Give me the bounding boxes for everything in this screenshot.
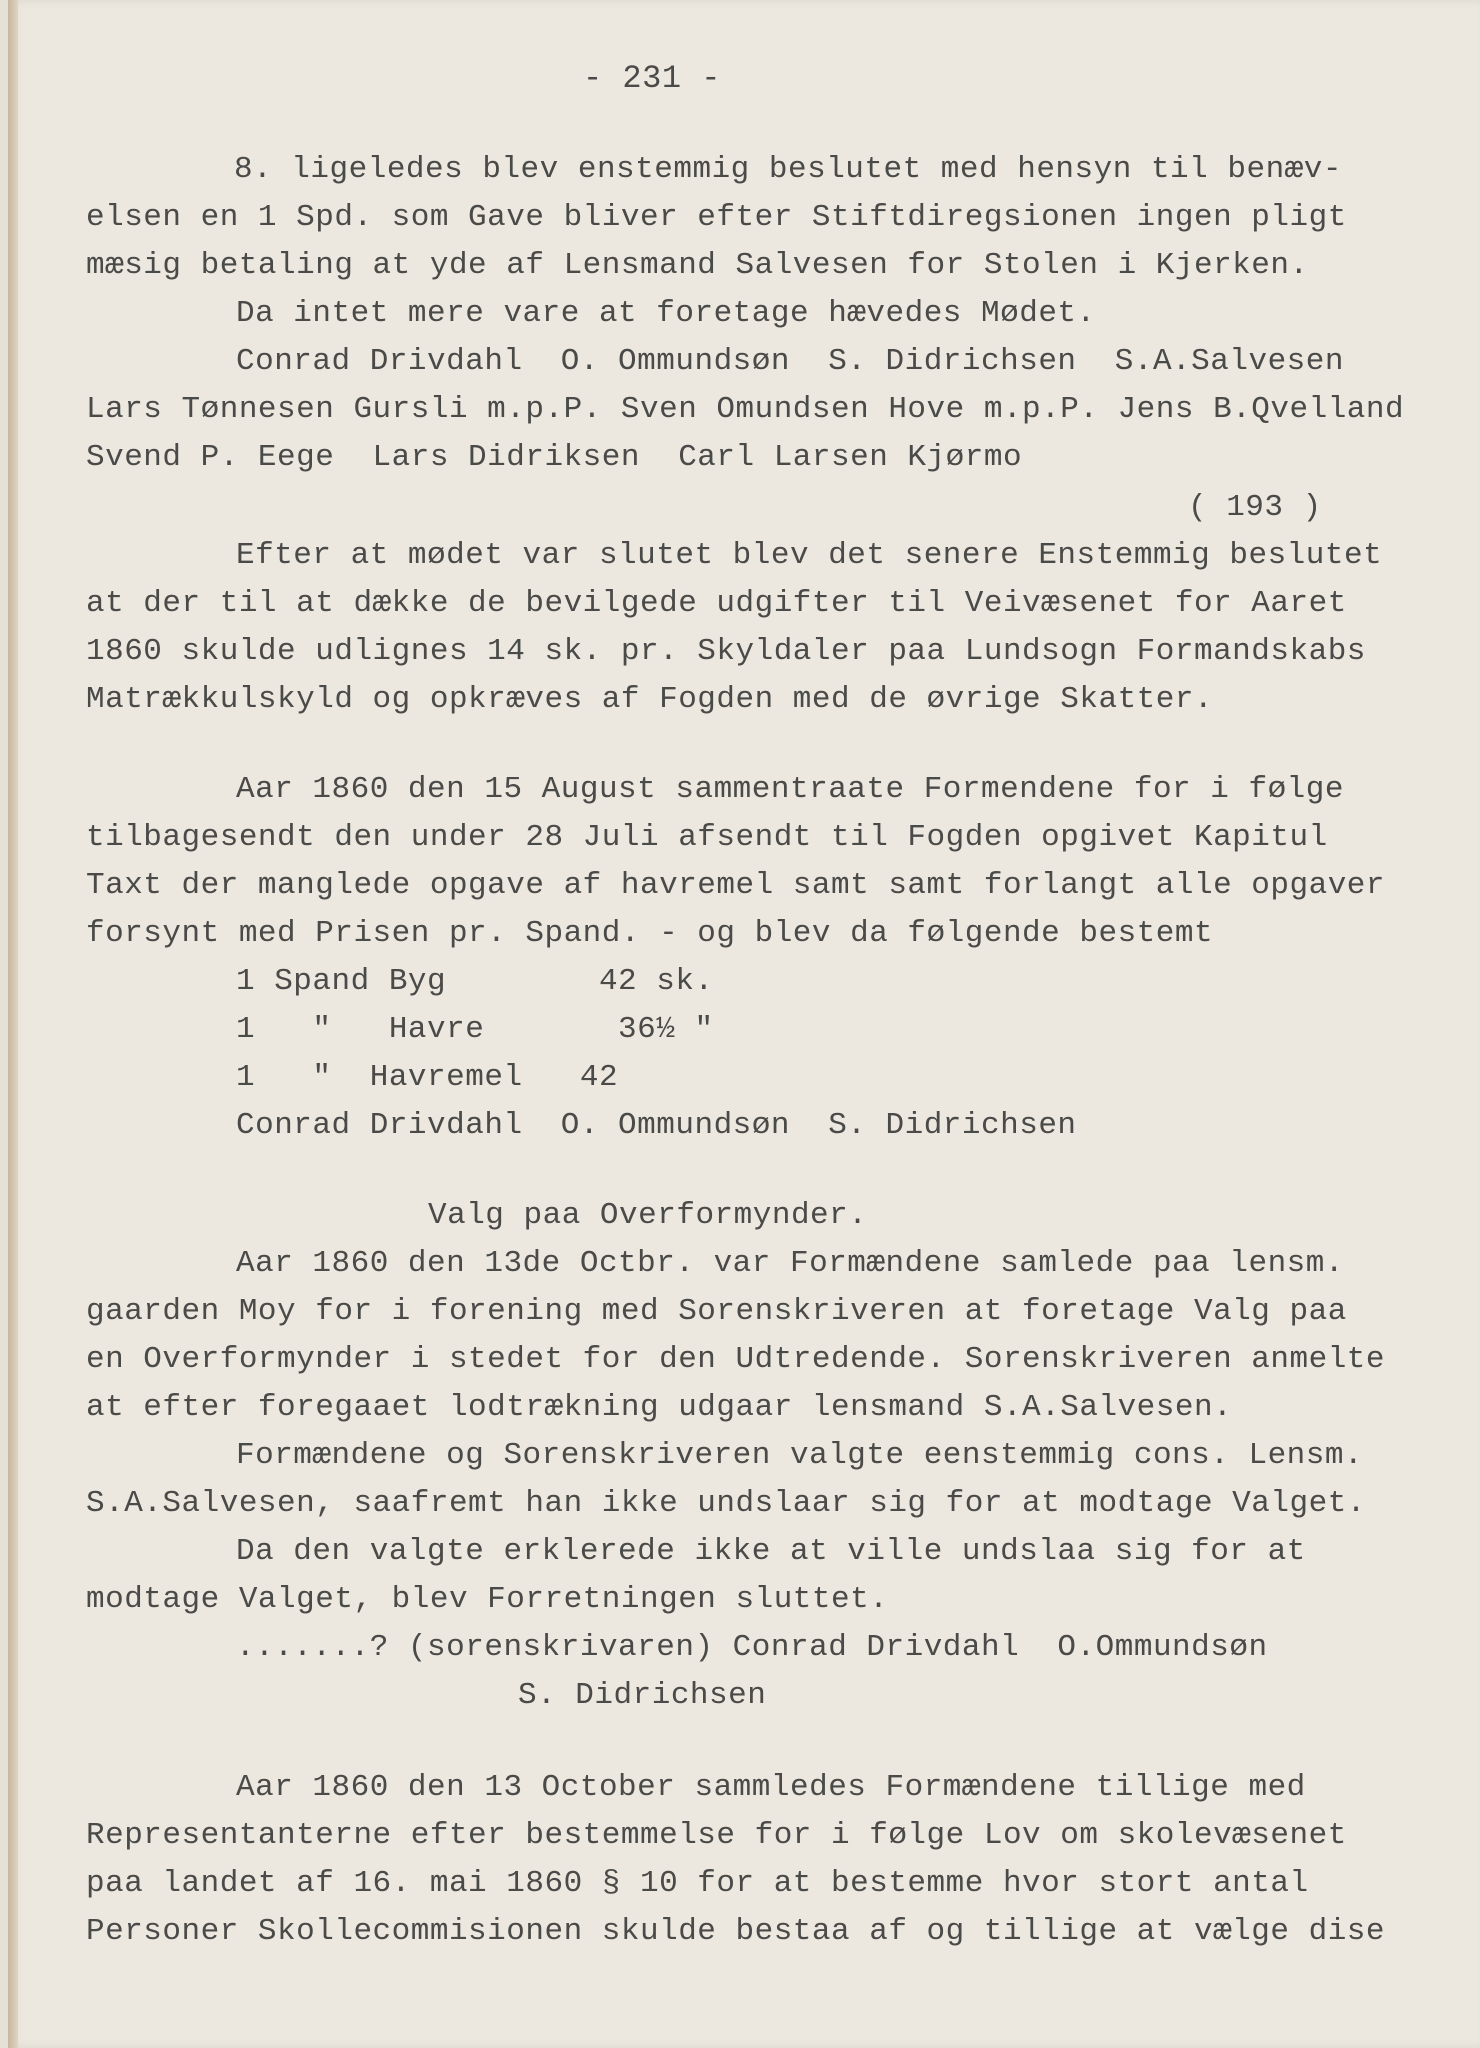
text-line: modtage Valget, blev Forretningen sluttet. bbox=[86, 1582, 889, 1617]
page-reference: ( 193 ) bbox=[1188, 490, 1322, 525]
text-line: en Overformynder i stedet for den Udtredende. Sorenskriveren anmelte bbox=[86, 1342, 1386, 1377]
text-line: Aar 1860 den 13 October sammledes Formændene tillige med bbox=[236, 1770, 1306, 1805]
signature-line: S. Didrichsen bbox=[518, 1678, 767, 1713]
text-line: Personer Skollecommisionen skulde bestaa af og tillige at vælge dise bbox=[86, 1914, 1386, 1949]
text-line: at der til at dække de bevilgede udgifter til Veivæsenet for Aaret bbox=[86, 586, 1347, 621]
page-number: - 231 - bbox=[583, 60, 721, 97]
text-line: S.A.Salvesen, saafremt han ikke undslaar sig for at modtage Valget. bbox=[86, 1486, 1366, 1521]
text-line: Efter at mødet var slutet blev det senere Enstemmig beslutet bbox=[236, 538, 1383, 573]
text-line: 1860 skulde udlignes 14 sk. pr. Skyldaler paa Lundsogn Formandskabs bbox=[86, 634, 1366, 669]
text-line: Da den valgte erklerede ikke at ville undslaa sig for at bbox=[236, 1534, 1306, 1569]
text-line: Representanterne efter bestemmelse for i følge Lov om skolevæsenet bbox=[86, 1818, 1347, 1853]
text-line: 8. ligeledes blev enstemmig beslutet med hensyn til benæv- bbox=[234, 152, 1342, 187]
text-line: Lars Tønnesen Gursli m.p.P. Sven Omundsen Hove m.p.P. Jens B.Qvelland bbox=[86, 392, 1405, 427]
text-line: Aar 1860 den 13de Octbr. var Formændene samlede paa lensm. bbox=[236, 1246, 1344, 1281]
text-line: Taxt der manglede opgave af havremel samt samt forlangt alle opgaver bbox=[86, 868, 1386, 903]
text-line: Aar 1860 den 15 August sammentraate Formendene for i følge bbox=[236, 772, 1344, 807]
section-heading: Valg paa Overformynder. bbox=[428, 1198, 868, 1233]
text-line: Da intet mere vare at foretage hævedes Mødet. bbox=[236, 296, 1096, 331]
text-line: Conrad Drivdahl O. Ommundsøn S. Didrichsen S.A.Salvesen bbox=[236, 344, 1344, 379]
text-line: at efter foregaaet lodtrækning udgaar lensmand S.A.Salvesen. bbox=[86, 1390, 1233, 1425]
text-line: paa landet af 16. mai 1860 § 10 for at bestemme hvor stort antal bbox=[86, 1866, 1309, 1901]
page-binding-edge bbox=[8, 0, 18, 2048]
text-line: forsynt med Prisen pr. Spand. - og blev da følgende bestemt bbox=[86, 916, 1214, 951]
text-line: tilbagesendt den under 28 Juli afsendt til Fogden opgivet Kapitul bbox=[86, 820, 1328, 855]
text-line: gaarden Moy for i forening med Sorenskriveren at foretage Valg paa bbox=[86, 1294, 1347, 1329]
price-line: 1 " Havre 36½ " bbox=[236, 1012, 714, 1047]
text-line: elsen en 1 Spd. som Gave bliver efter Stiftdiregsionen ingen pligt bbox=[86, 200, 1347, 235]
text-line: Svend P. Eege Lars Didriksen Carl Larsen Kjørmo bbox=[86, 440, 1023, 475]
signature-line: Conrad Drivdahl O. Ommundsøn S. Didrichsen bbox=[236, 1108, 1077, 1143]
document-page bbox=[8, 0, 1480, 2048]
price-line: 1 Spand Byg 42 sk. bbox=[236, 964, 714, 999]
text-line: Formændene og Sorenskriveren valgte eenstemmig cons. Lensm. bbox=[236, 1438, 1364, 1473]
text-line: Matrækkulskyld og opkræves af Fogden med de øvrige Skatter. bbox=[86, 682, 1214, 717]
text-line: mæsig betaling at yde af Lensmand Salvesen for Stolen i Kjerken. bbox=[86, 248, 1309, 283]
signature-line: .......? (sorenskrivaren) Conrad Drivdahl O.Ommundsøn bbox=[236, 1630, 1268, 1665]
price-line: 1 " Havremel 42 bbox=[236, 1060, 619, 1095]
